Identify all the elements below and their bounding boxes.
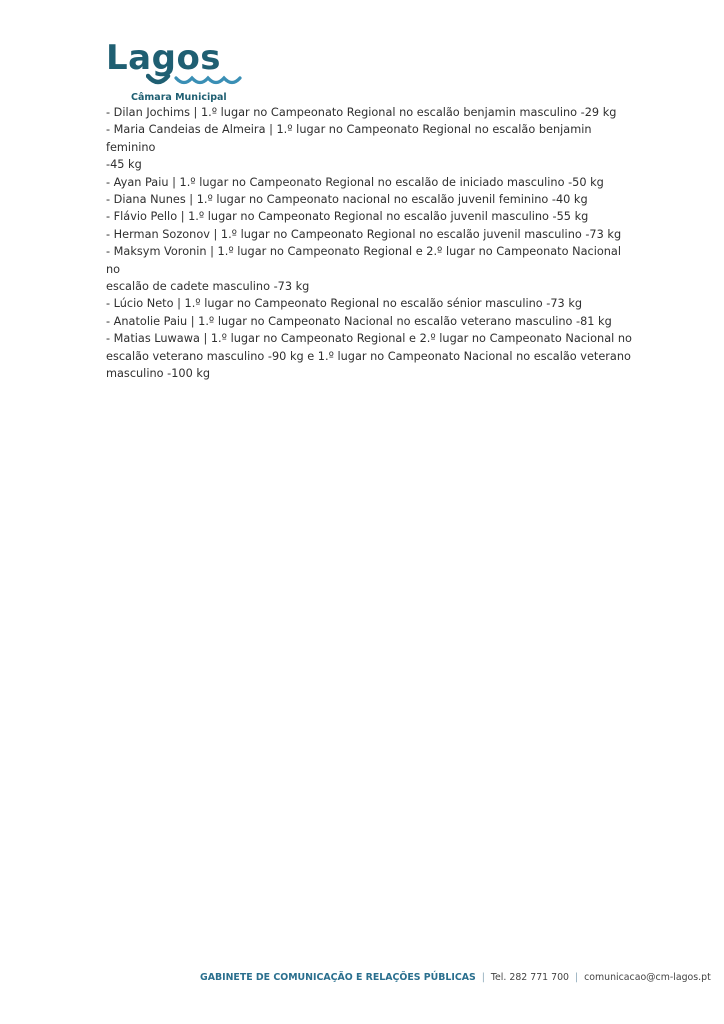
footer-separator: | [481, 972, 485, 983]
footer-separator: | [574, 972, 579, 983]
footer-phone: Tel. 282 771 700 [490, 972, 569, 983]
footer-org: GABINETE DE COMUNICAÇÃO E RELAÇÕES PÚBLICAS [200, 972, 476, 983]
results-list [106, 104, 636, 383]
footer-email: comunicacao@cm-lagos.pt [584, 972, 711, 983]
list-item: - Ayan Paiu | 1.º lugar no Campeonato Regional no escalão de iniciado masculino -50 kg [106, 175, 604, 189]
list-item: - Dilan Jochims | 1.º lugar no Campeonato Regional no escalão benjamin masculino -29 kg [106, 106, 617, 119]
list-item: - Herman Sozonov | 1.º lugar no Campeonato Regional no escalão juvenil masculino -73 kg [106, 227, 622, 241]
list-item: masculino -100 kg [106, 367, 211, 381]
list-item: - Flávio Pello | 1.º lugar no Campeonato Regional no escalão juvenil masculino -55 kg [106, 210, 589, 224]
municipality-logo [106, 38, 256, 104]
list-item: escalão veterano masculino -90 kg e 1.º lugar no Campeonato Nacional no escalão veterano [106, 349, 631, 363]
list-item: - Lúcio Neto | 1.º lugar no Campeonato Regional no escalão sénior masculino -73 kg [106, 297, 583, 311]
list-item: - Diana Nunes | 1.º lugar no Campeonato nacional no escalão juvenil feminino -40 kg [106, 193, 588, 207]
list-item: escalão de cadete masculino -73 kg [106, 280, 310, 294]
list-item: -45 kg [106, 158, 142, 172]
logo-subtitle: Câmara Municipal [131, 92, 227, 103]
list-item: - Maksym Voronin | 1.º lugar no Campeonato Regional e 2.º lugar no Campeonato Nacional no [106, 245, 621, 276]
waves-icon [146, 72, 242, 94]
list-item: - Maria Candeias de Almeira | 1.º lugar no Campeonato Regional no escalão benjamin feminino [106, 123, 592, 154]
list-item: - Matias Luwawa | 1.º lugar no Campeonato Regional e 2.º lugar no Campeonato Nacional no [106, 332, 632, 346]
list-item: - Anatolie Paiu | 1.º lugar no Campeonato Nacional no escalão veterano masculino -81 kg [106, 314, 612, 328]
page-footer [200, 972, 710, 983]
logo-wordmark: Lagos [106, 38, 222, 78]
